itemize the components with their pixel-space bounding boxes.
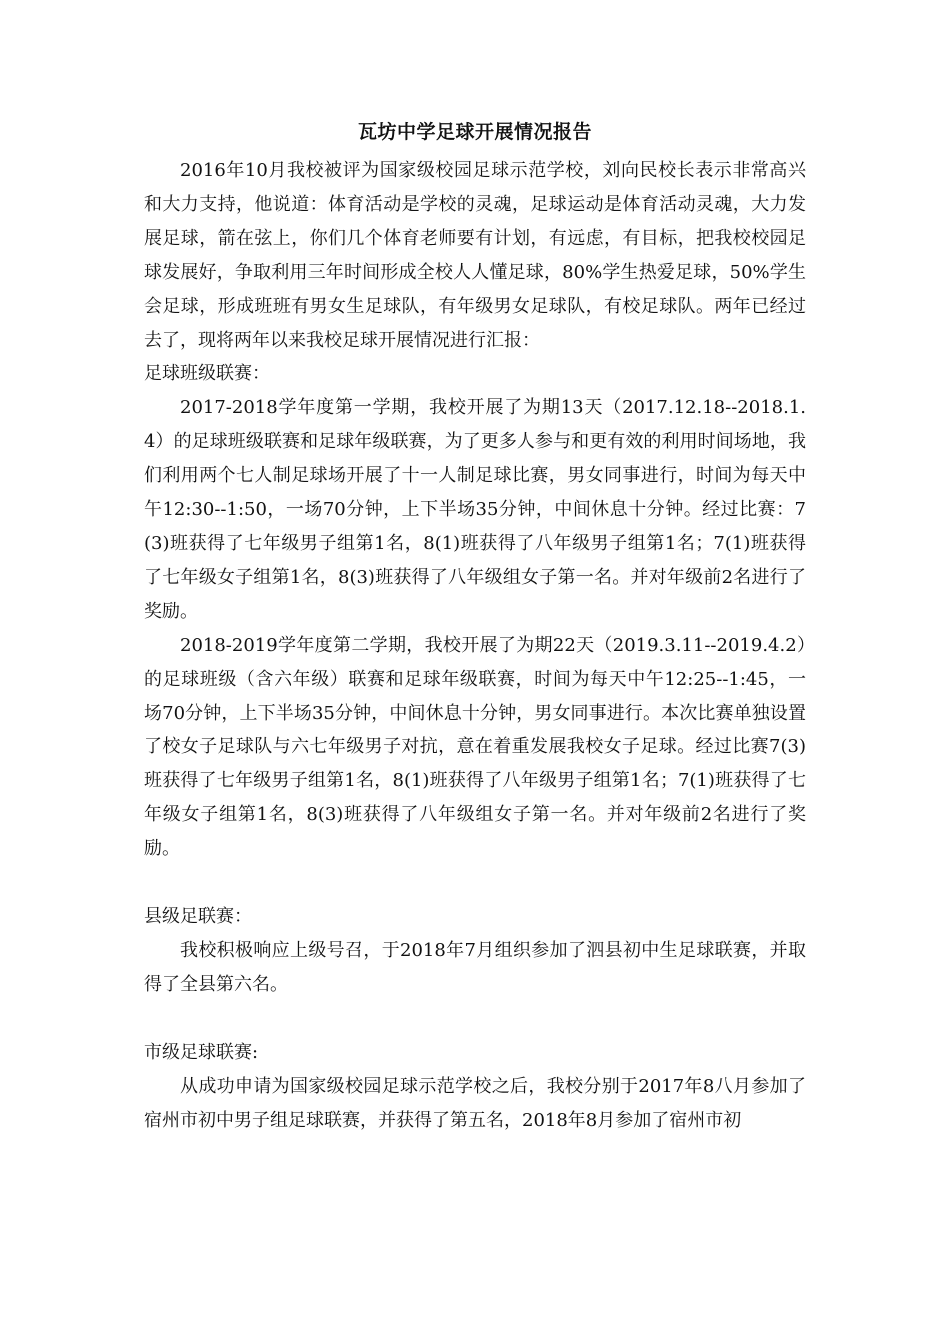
city-league-paragraph: 从成功申请为国家级校园足球示范学校之后，我校分别于2017年8八月参加了宿州市初中男子组足球联赛，并获得了第五名，2018年8月参加了宿州市初 [144,1075,806,1131]
county-league-paragraph: 我校积极响应上级号召，于2018年7月组织参加了泗县初中生足球联赛，并取得了全县第六名。 [144,939,806,995]
section-heading-class-league: 足球班级联赛： [144,363,270,385]
document-title: 瓦坊中学足球开展情况报告 [357,121,592,143]
document-page [144,112,806,1137]
intro-paragraph: 2016年10月我校被评为国家级校园足球示范学校，刘向民校长表示非常高兴和大力支持，他说道：体育活动是学校的灵魂，足球运动是体育活动灵魂，大力发展足球，箭在弦上，你们几个体育老师要有计划，有远虑，有目标，把我校校园足球发展好，争取利用三年时间形成全校人人懂足球，80%学生热爱足球，50%学生会足球，形成班班有男女生足球队，有年级男女足球队，有校足球队。两年已经过去了，现将两年以来我校足球开展情况进行汇报： [144,160,806,351]
section-heading-city-league: 市级足球联赛: [144,1041,259,1063]
spacer [144,1002,806,1036]
class-league-paragraph-2: 2018-2019学年度第二学期，我校开展了为期22天（2019.3.11--2019.4.2）的足球班级（含六年级）联赛和足球年级联赛，时间为每天中午12:25--1:45，一场70分钟，上下半场35分钟，中间休息十分钟，男女同事进行。本次比赛单独设置了校女子足球队与六七年级男子对抗，意在着重发展我校女子足球。经过比赛7(3)班获得了七年级男子组第1名，8(1)班获得了八年级男子组第1名；7(1)班获得了七年级女子组第1名，8(3)班获得了八年级组女子第一名。并对年级前2名进行了奖励。 [144,634,806,860]
spacer [144,866,806,900]
section-heading-county-league: 县级足联赛： [144,906,252,928]
class-league-paragraph-1: 2017-2018学年度第一学期，我校开展了为期13天（2017.12.18--2018.1.4）的足球班级联赛和足球年级联赛，为了更多人参与和更有效的利用时间场地，我们利用两个七人制足球场开展了十一人制足球比赛，男女同事进行，时间为每天中午12:30--1:50，一场70分钟，上下半场35分钟，中间休息十分钟。经过比赛：7(3)班获得了七年级男子组第1名，8(1)班获得了八年级男子组第1名；7(1)班获得了七年级女子组第1名，8(3)班获得了八年级组女子第一名。并对年级前2名进行了奖励。 [144,397,806,622]
